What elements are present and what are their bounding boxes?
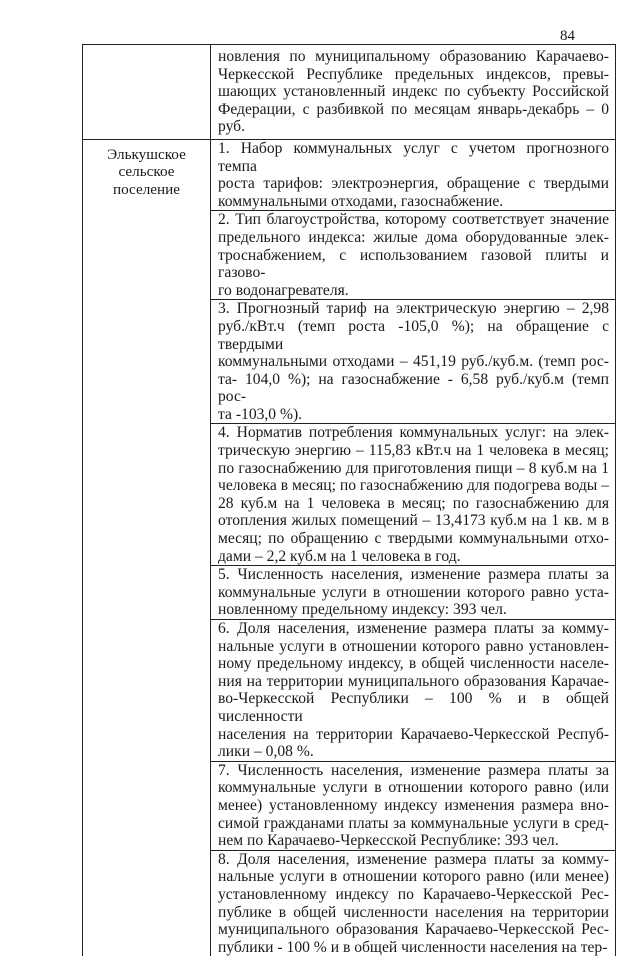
settlement-name-line: поселение [112,180,181,198]
text-line: та -103,0 %). [218,405,303,423]
indicator-item [211,299,615,423]
text-line: муниципального образования Карачаево-Черкесской Рес- [218,921,609,939]
text-line: 28 куб.м на 1 человека в месяц; по газоснабжению для [218,494,609,512]
text-line: 7. Численность населения, изменение размера платы за [218,761,609,779]
text-line: трическую энергию – 115,83 кВт.ч на 1 человека в месяц; [218,442,609,460]
settlement-name-line: Элькушское [107,145,186,163]
settlement-name-line: сельское [118,163,175,181]
text-line: менее) установленному индексу изменения размера вно- [218,796,609,814]
text-line: 1. Набор коммунальных услуг с учетом прогнозного темпа [218,139,609,175]
text-line: населения на территории Карачаево-Черкесской Респуб- [218,725,609,743]
text-line: 2. Тип благоустройства, которому соответствует значение [218,211,609,229]
text-line: Федерации, с разбивкой по месяцам январь-декабрь – 0 [218,100,609,118]
settlement-name [83,139,211,956]
text-line: 4. Норматив потребления коммунальных услуг: на элек- [218,424,609,442]
text-line: во-Черкесской Республики – 100 % и в общей численности [218,690,609,725]
text-line: коммунальными отходами – 451,19 руб./куб.м. (темп рос- [218,353,609,371]
text-line: лики – 0,08 %. [218,743,314,761]
text-line: нем по Карачаево-Черкесской Республике: 393 чел. [218,832,559,850]
text-line: та- 104,0 %); на газоснабжение - 6,58 руб./куб.м (темп рос- [218,370,609,406]
text-line: человека в месяц; по газоснабжению для подогрева воды – [218,477,609,495]
indicator-item [211,565,615,619]
text-line: коммунальные услуги в отношении которого равно (или [218,779,609,797]
text-line: 6. Доля населения, изменение размера платы за комму- [218,620,609,637]
text-line: публики - 100 % и в общей численности населения на тер- [218,938,608,956]
text-line: 3. Прогнозный тариф на электрическую энергию – 2,98 [218,300,609,318]
indicator-item [211,761,615,850]
page-number: 84 [560,28,575,44]
text-line: троснабжением, с использованием газовой плиты и газово- [218,246,609,282]
indicator-item [211,140,615,210]
text-line: симой гражданами платы за коммунальные услуги в сред- [218,814,609,832]
text-line: го водонагревателя. [218,281,349,299]
text-line: новленному предельному индексу: 393 чел. [218,601,507,619]
points-cell [211,139,616,956]
table-row-elkush [83,139,616,956]
text-line: руб./кВт.ч (темп роста -105,0 %); на обращение с твердыми [218,317,609,353]
text-line: коммунальные услуги в отношении которого равно уста- [218,583,609,601]
indicator-item [211,850,615,956]
text-line: ному предельному индексу, в общей численности населе- [218,655,609,673]
indicator-item [211,619,615,761]
text-line: новления по муниципальному образованию Карачаево- [218,48,609,65]
text-line: отопления жилых помещений – 13,4173 куб.м на 1 кв. м в [218,512,609,530]
continuation-text [211,45,616,140]
text-line: Черкесской Республике предельных индексов, превы- [218,65,609,83]
text-line: коммунальными отходами, газоснабжение. [218,192,504,210]
text-line: дами – 2,2 куб.м на 1 человека в год. [218,547,461,565]
text-line: руб. [218,118,246,136]
empty-name-cell [83,45,211,140]
tariff-table [82,44,616,956]
text-line: ния на территории муниципального образования Карачае- [218,672,609,690]
indicator-item [211,210,615,299]
text-line: нальные услуги в отношении которого равно (или менее) [218,868,609,886]
text-line: установленному индексу по Карачаево-Черкесской Рес- [218,885,609,903]
text-line: предельного индекса: жилые дома оборудованные элек- [218,228,609,246]
table-row-continuation [83,45,616,140]
text-line: 5. Численность населения, изменение размера платы за [218,566,609,584]
text-line: роста тарифов: электроэнергия, обращение с твердыми [218,175,609,193]
text-line: нальные услуги в отношении которого равно установлен- [218,637,609,655]
indicator-item [211,423,615,565]
text-line: по газоснабжению для приготовления пищи – 8 куб.м на 1 [218,459,609,477]
text-line: месяц; по обращению с твердыми коммунальными отхо- [218,530,609,548]
text-line: шающих установленный индекс по субъекту Российской [218,83,609,101]
text-line: публике в общей численности населения на территории [218,903,609,921]
text-line: 8. Доля населения, изменение размера платы за комму- [218,850,609,868]
